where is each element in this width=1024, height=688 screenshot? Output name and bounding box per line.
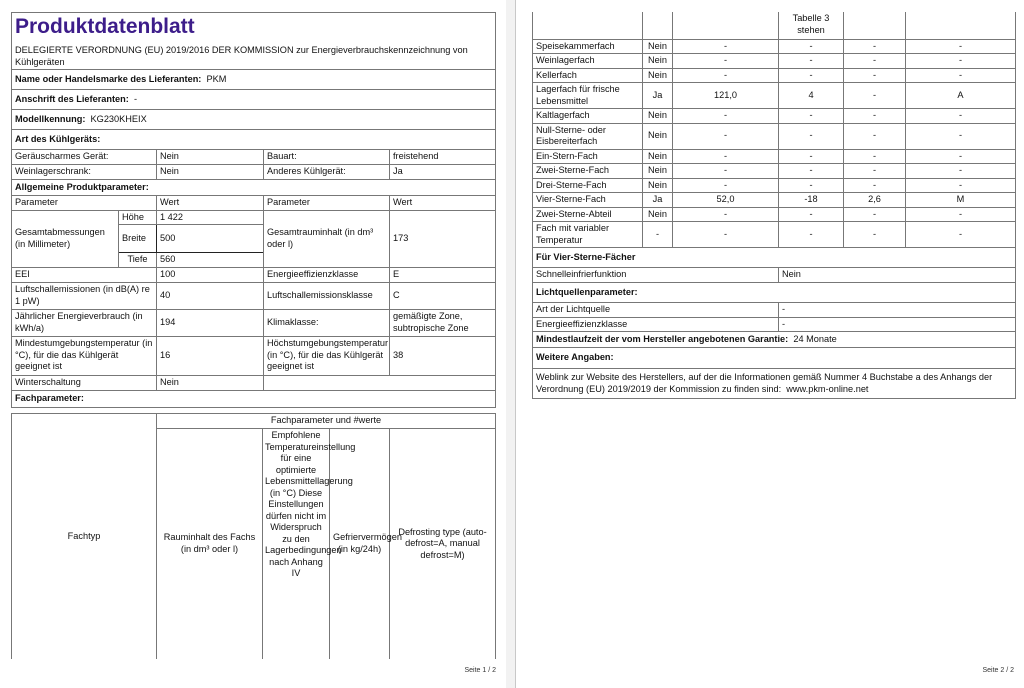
compartment-freeze: - — [844, 68, 906, 83]
compartment-defrost: - — [906, 207, 1016, 222]
compartment-temp: - — [779, 54, 844, 69]
compartment-freeze: - — [844, 123, 906, 149]
page-gap — [506, 0, 515, 688]
fast-freeze-value: Nein — [779, 268, 1016, 283]
col-recommended-temp: Empfohlene Temperatureinstellung für eine optimierte Lebensmittellagerung (in °C) Diese Einstellungen dürfen nicht im Widerspruch zu den Lagerbedingungen nach Anhang IV — [263, 429, 330, 659]
compartment-defrost: - — [906, 149, 1016, 164]
climate-class-label: Klimaklasse: — [264, 309, 390, 336]
compartment-row — [533, 222, 1016, 248]
compartment-defrost: - — [906, 222, 1016, 248]
light-type-label: Art der Lichtquelle — [533, 303, 779, 318]
four-star-heading: Für Vier-Sterne-Fächer — [533, 248, 1016, 268]
weblink-url[interactable]: www.pkm-online.net — [786, 383, 869, 394]
depth-label: Tiefe — [119, 253, 157, 268]
appliance-type-heading: Art des Kühlgeräts: — [12, 130, 496, 150]
dimensions-label: Gesamtabmessungen (in Millimeter) — [12, 210, 119, 267]
compartment-name: Kaltlagerfach — [533, 109, 643, 124]
compartment-present: Nein — [643, 123, 673, 149]
other-appliance-value: Ja — [390, 165, 496, 180]
compartment-row — [533, 164, 1016, 179]
low-noise-value: Nein — [157, 150, 264, 165]
design-value: freistehend — [390, 150, 496, 165]
compartment-present: Nein — [643, 164, 673, 179]
width-value: 500 — [157, 225, 264, 253]
compartment-temp: -18 — [779, 193, 844, 208]
noise-class-label: Luftschallemissionsklasse — [264, 282, 390, 309]
col-compartment-type: Fachtyp — [12, 414, 157, 659]
page-title: Produktdatenblatt — [15, 15, 195, 38]
wine-cabinet-value: Nein — [157, 165, 264, 180]
depth-value: 560 — [157, 253, 264, 268]
compartment-defrost: M — [906, 193, 1016, 208]
compartment-row — [533, 178, 1016, 193]
supplier-value: PKM — [206, 73, 227, 84]
value-header: Wert — [157, 196, 264, 211]
compartment-present: Nein — [643, 54, 673, 69]
compartment-row — [533, 54, 1016, 69]
compartment-row — [533, 39, 1016, 54]
supplier-label: Name oder Handelsmarke des Lieferanten: — [15, 73, 202, 84]
light-source-heading: Lichtquellenparameter: — [533, 283, 1016, 303]
compartment-temp: - — [779, 222, 844, 248]
compartment-present: Nein — [643, 39, 673, 54]
total-volume-value: 173 — [390, 210, 496, 267]
compartment-freeze: - — [844, 39, 906, 54]
winter-switch-value: Nein — [157, 375, 264, 390]
page-number: Seite 2 / 2 — [982, 667, 1014, 674]
compartment-params-header: Fachparameter und #werte — [157, 414, 496, 429]
warranty-value: 24 Monate — [793, 333, 837, 344]
light-class-value: - — [779, 317, 1016, 332]
param-header: Parameter — [264, 196, 390, 211]
compartment-volume: - — [673, 109, 779, 124]
compartment-freeze: - — [844, 207, 906, 222]
compartment-defrost: A — [906, 83, 1016, 109]
continuation-text: Tabelle 3 stehen — [779, 12, 844, 39]
model-value: KG230KHEIX — [90, 113, 147, 124]
compartment-volume: - — [673, 39, 779, 54]
climate-class-value: gemäßigte Zone, subtropische Zone — [390, 309, 496, 336]
compartment-name: Null-Sterne- oder Eisbereiterfach — [533, 123, 643, 149]
width-label: Breite — [119, 225, 157, 253]
regulation-text: DELEGIERTE VERORDNUNG (EU) 2019/2016 DER KOMMISSION zur Energieverbrauchskennzeichnung von Kühlgeräten — [15, 45, 468, 67]
supplier-row — [12, 70, 496, 90]
warranty-label: Mindestlaufzeit der vom Hersteller angebotenen Garantie: — [536, 333, 789, 344]
compartment-present: Nein — [643, 178, 673, 193]
height-label: Höhe — [119, 210, 157, 225]
compartment-row — [533, 68, 1016, 83]
compartment-freeze: - — [844, 109, 906, 124]
datasheet-table-page-1 — [11, 12, 496, 408]
compartment-volume: - — [673, 164, 779, 179]
compartment-name: Vier-Sterne-Fach — [533, 193, 643, 208]
compartment-defrost: - — [906, 178, 1016, 193]
page-2 — [515, 0, 1024, 688]
compartment-temp: - — [779, 149, 844, 164]
compartment-temp: - — [779, 123, 844, 149]
energy-consumption-label: Jährlicher Energieverbrauch (in kWh/a) — [12, 309, 157, 336]
light-class-label: Energieeffizienzklasse — [533, 317, 779, 332]
page-number: Seite 1 / 2 — [464, 667, 496, 674]
warranty-row — [533, 332, 1016, 348]
compartment-volume: - — [673, 178, 779, 193]
noise-value: 40 — [157, 282, 264, 309]
compartment-present: Nein — [643, 109, 673, 124]
col-defrost-type: Defrosting type (auto-defrost=A, manual defrost=M) — [390, 429, 496, 659]
compartment-name: Weinlagerfach — [533, 54, 643, 69]
weblink-row — [533, 369, 1016, 399]
max-temp-value: 38 — [390, 336, 496, 375]
compartment-defrost: - — [906, 68, 1016, 83]
wine-cabinet-label: Weinlagerschrank: — [12, 165, 157, 180]
compartment-name: Kellerfach — [533, 68, 643, 83]
fast-freeze-label: Schnelleinfrierfunktion — [533, 268, 779, 283]
min-temp-value: 16 — [157, 336, 264, 375]
energy-consumption-value: 194 — [157, 309, 264, 336]
compartment-temp: - — [779, 178, 844, 193]
low-noise-label: Geräuscharmes Gerät: — [12, 150, 157, 165]
compartment-volume: 52,0 — [673, 193, 779, 208]
design-label: Bauart: — [264, 150, 390, 165]
compartment-row — [533, 123, 1016, 149]
address-label: Anschrift des Lieferanten: — [15, 93, 129, 104]
total-volume-label: Gesamtrauminhalt (in dm³ oder l) — [264, 210, 390, 267]
energy-class-value: E — [390, 267, 496, 282]
noise-label: Luftschallemissionen (in dB(A) re 1 pW) — [12, 282, 157, 309]
compartment-row — [533, 149, 1016, 164]
more-info-heading: Weitere Angaben: — [533, 348, 1016, 369]
noise-class-value: C — [390, 282, 496, 309]
compartment-name: Lagerfach für frische Lebensmittel — [533, 83, 643, 109]
col-freezing-capacity: Gefriervermögen (in kg/24h) — [330, 429, 390, 659]
light-type-value: - — [779, 303, 1016, 318]
weblink-text: Weblink zur Website des Herstellers, auf der die Informationen gemäß Nummer 4 Buchstabe a des Anhangs der Verordnung (EU) 2019/2019 der Kommission zu finden sind: — [536, 372, 993, 394]
compartment-volume: - — [673, 68, 779, 83]
compartment-present: Nein — [643, 207, 673, 222]
min-temp-label: Mindestumgebungstemperatur (in °C), für die das Kühlgerät geeignet ist — [12, 336, 157, 375]
compartment-temp: - — [779, 68, 844, 83]
header-cell — [12, 13, 496, 70]
address-row — [12, 90, 496, 110]
eei-label: EEI — [12, 267, 157, 282]
model-row — [12, 110, 496, 130]
compartment-present: Ja — [643, 83, 673, 109]
compartment-row — [533, 109, 1016, 124]
compartment-temp: - — [779, 164, 844, 179]
energy-class-label: Energieeffizienzklasse — [264, 267, 390, 282]
compartment-freeze: - — [844, 149, 906, 164]
compartment-defrost: - — [906, 109, 1016, 124]
compartment-name: Ein-Stern-Fach — [533, 149, 643, 164]
compartment-header-table — [11, 413, 496, 659]
compartment-temp: 4 — [779, 83, 844, 109]
compartment-params-heading: Fachparameter: — [12, 390, 496, 407]
compartment-temp: - — [779, 109, 844, 124]
page-1 — [0, 0, 506, 688]
compartment-defrost: - — [906, 123, 1016, 149]
compartment-name: Fach mit variabler Temperatur — [533, 222, 643, 248]
compartment-freeze: 2,6 — [844, 193, 906, 208]
value-header: Wert — [390, 196, 496, 211]
compartment-temp: - — [779, 39, 844, 54]
compartment-defrost: - — [906, 164, 1016, 179]
compartment-present: Nein — [643, 68, 673, 83]
compartment-table-page-2 — [532, 12, 1016, 399]
compartment-volume: - — [673, 54, 779, 69]
compartment-name: Drei-Sterne-Fach — [533, 178, 643, 193]
compartment-row — [533, 83, 1016, 109]
compartment-defrost: - — [906, 54, 1016, 69]
compartment-volume: 121,0 — [673, 83, 779, 109]
height-value: 1 422 — [157, 210, 264, 225]
compartment-volume: - — [673, 207, 779, 222]
compartment-row — [533, 193, 1016, 208]
compartment-freeze: - — [844, 54, 906, 69]
compartment-volume: - — [673, 123, 779, 149]
model-label: Modellkennung: — [15, 113, 86, 124]
compartment-volume: - — [673, 149, 779, 164]
compartment-freeze: - — [844, 222, 906, 248]
compartment-name: Zwei-Sterne-Abteil — [533, 207, 643, 222]
compartment-freeze: - — [844, 83, 906, 109]
compartment-present: Ja — [643, 193, 673, 208]
compartment-name: Zwei-Sterne-Fach — [533, 164, 643, 179]
max-temp-label: Höchstumgebungstemperatur (in °C), für die das Kühlgerät geeignet ist — [264, 336, 390, 375]
compartment-volume: - — [673, 222, 779, 248]
compartment-temp: - — [779, 207, 844, 222]
compartment-present: Nein — [643, 149, 673, 164]
other-appliance-label: Anderes Kühlgerät: — [264, 165, 390, 180]
general-params-heading: Allgemeine Produktparameter: — [12, 180, 496, 196]
compartment-freeze: - — [844, 164, 906, 179]
compartment-present: - — [643, 222, 673, 248]
param-header: Parameter — [12, 196, 157, 211]
eei-value: 100 — [157, 267, 264, 282]
col-volume: Rauminhalt des Fachs (in dm³ oder l) — [157, 429, 263, 659]
winter-switch-label: Winterschaltung — [12, 375, 157, 390]
compartment-defrost: - — [906, 39, 1016, 54]
address-value: - — [133, 93, 138, 104]
compartment-freeze: - — [844, 178, 906, 193]
compartment-row — [533, 207, 1016, 222]
compartment-name: Speisekammerfach — [533, 39, 643, 54]
